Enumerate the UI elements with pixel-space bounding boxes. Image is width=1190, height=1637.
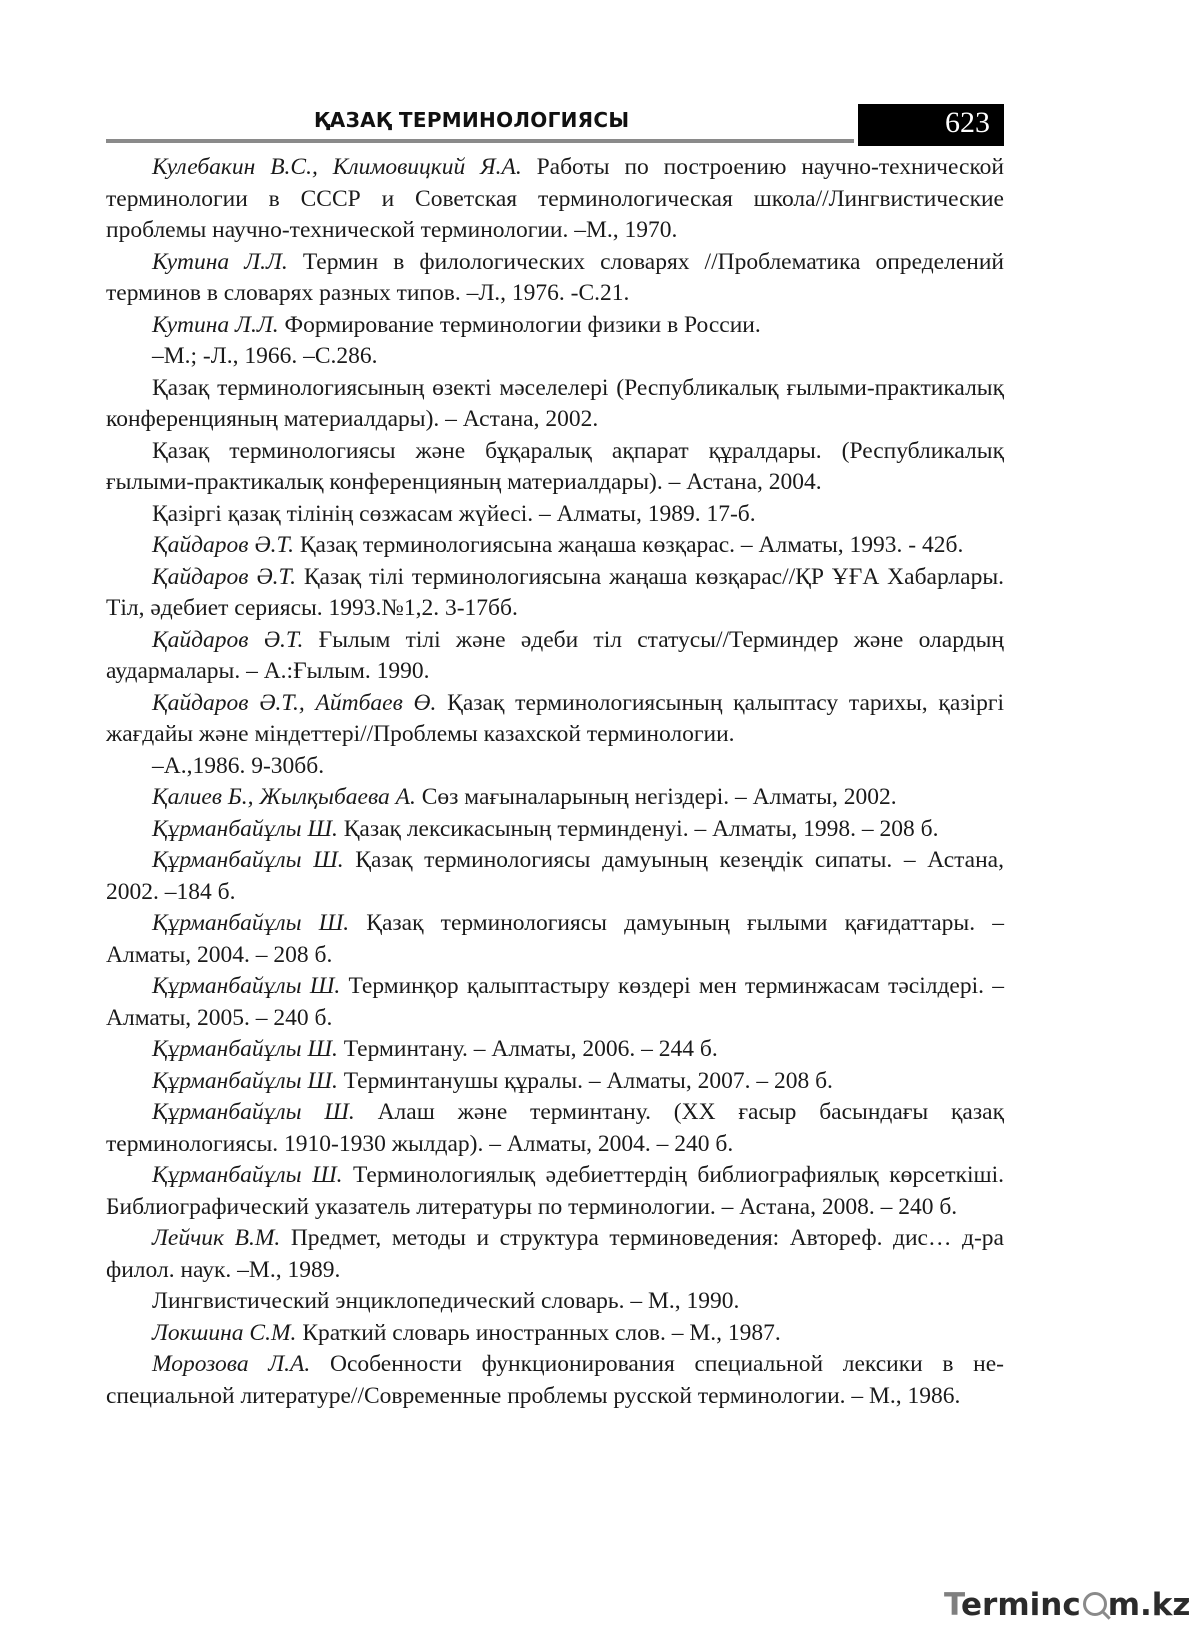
bibliography-entry — [106, 247, 1004, 310]
bibliography-entry — [106, 1223, 1004, 1286]
entry-text: Предмет, методы и структура терминоведения: Автореф. дис… д-ра филол. наук. –М., 1989. — [106, 1225, 1004, 1283]
entry-author: Қайдаров Ә.Т. — [152, 626, 304, 653]
entry-author: Құрманбайұлы Ш. — [152, 847, 344, 873]
bibliography-entry — [106, 530, 1004, 562]
entry-text: Терминқор қалыптастыру көздері мен терминжасам тәсілдері. – Алматы, 2005. – 240 б. — [106, 973, 1004, 1031]
entry-author: Құрманбайұлы Ш. — [152, 1099, 355, 1125]
entry-text: Қазақ терминологиясы дамуының кезеңдік сипаты. – Астана, 2002. –184 б. — [106, 847, 1004, 905]
entry-text: Сөз мағыналарының негіздері. – Алматы, 2002. — [415, 784, 897, 810]
bibliography-entry — [106, 814, 1004, 846]
entry-author: Лейчик В.М. — [152, 1225, 281, 1251]
page-number-box — [858, 104, 1004, 146]
bibliography-entry — [106, 1318, 1004, 1350]
entry-author: Кутина Л.Л. — [152, 311, 279, 338]
entry-text: Работы по построению научно-технической терминологии в СССР и Советская терминологическая школа//Лингвистические проблемы научно-технической терминологии. –М., 1970. — [106, 154, 1004, 243]
entry-author: Құрманбайұлы Ш. — [152, 815, 338, 842]
bibliography-entry — [106, 782, 1004, 814]
entry-author: Кутина Л.Л. — [152, 248, 288, 275]
entry-text: Терминтану. – Алматы, 2006. – 244 б. — [337, 1036, 718, 1062]
entry-text: Терминологиялық әдебиеттердің библиографиялық көрсеткіші. Библиографический указатель литературы по терминологии. – Астана, 2008. – 240 б. — [106, 1162, 1004, 1220]
bibliography-entry — [106, 625, 1004, 688]
entry-text: –А.,1986. 9-30бб. — [152, 752, 325, 779]
entry-text: Лингвистический энциклопедический словарь. – М., 1990. — [152, 1288, 740, 1314]
entry-author: Қайдаров Ә.Т. — [152, 532, 294, 558]
bibliography-entry — [106, 1286, 1004, 1318]
entry-text: Қазақ терминологиясы және бұқаралық ақпарат құралдары. (Республикалық ғылыми-практикалық конференцияның материалдары). – Астана, 2004. — [106, 437, 1004, 495]
entry-author: Локшина С.М. — [152, 1319, 297, 1346]
entry-text: Краткий словарь иностранных слов. – М., 1987. — [296, 1319, 781, 1346]
entry-author: Кулебакин В.С., Климовицкий Я.А. — [152, 154, 522, 180]
header-rule — [106, 139, 854, 143]
page-number: 623 — [945, 106, 990, 139]
entry-text: Алаш және терминтану. (ХХ ғасыр басындағы қазақ терминологиясы. 1910-1930 жылдар). – Алматы, 2004. – 240 б. — [106, 1099, 1004, 1157]
bibliography-entry — [106, 436, 1004, 499]
entry-author: Қайдаров Ә.Т., Айтбаев Ө. — [152, 689, 437, 716]
bibliography-entry — [106, 845, 1004, 908]
entry-text: Термин в филологических словарях //Проблематика определений терминов в словарях разных типов. –Л., 1976. -С.21. — [106, 248, 1004, 306]
bibliography-entry — [106, 373, 1004, 436]
entry-text: Особенности функционирования специальной лексики в неспециальной литературе//Современные проблемы русской терминологии. – М., 1986. — [106, 1351, 1004, 1409]
entry-text: Қазақ терминологиясына жаңаша көзқарас. – Алматы, 1993. - 42б. — [294, 532, 964, 558]
entry-author: Морозова Л.А. — [152, 1351, 311, 1377]
bibliography-entry — [106, 341, 1004, 373]
bibliography-entry — [106, 688, 1004, 751]
header-title: ҚАЗАҚ ТЕРМИНОЛОГИЯСЫ — [314, 108, 630, 132]
bibliography-entry — [106, 562, 1004, 625]
bibliography-entry — [106, 971, 1004, 1034]
bibliography-entry — [106, 908, 1004, 971]
bibliography-entry — [106, 751, 1004, 783]
watermark-t: T — [944, 1587, 962, 1623]
bibliography-entry — [106, 1097, 1004, 1160]
watermark-end: m.kz — [1107, 1587, 1190, 1623]
entry-author: Құрманбайұлы Ш. — [152, 1036, 338, 1062]
entry-author: Құрманбайұлы Ш. — [152, 910, 350, 936]
magnifier-icon — [1083, 1592, 1107, 1616]
bibliography-entry — [106, 310, 1004, 342]
watermark-logo — [944, 1587, 1190, 1623]
entry-text: Терминтанушы құралы. – Алматы, 2007. – 208 б. — [337, 1067, 833, 1094]
entry-author: Құрманбайұлы Ш. — [152, 973, 341, 999]
bibliography-entry — [106, 152, 1004, 247]
entry-text: Қазақ лексикасының терминденуі. – Алматы, 1998. – 208 б. — [337, 815, 939, 842]
bibliography-list — [106, 152, 1004, 1412]
running-header — [106, 104, 1004, 146]
bibliography-entry — [106, 1066, 1004, 1098]
entry-text: Қазақ тілі терминологиясына жаңаша көзқарас//ҚР ҰҒА Хабарлары. Тіл, әдебиет сериясы. 1993.№1,2. 3-17бб. — [106, 563, 1004, 621]
entry-author: Құрманбайұлы Ш. — [152, 1162, 343, 1188]
watermark-mid: erminc — [961, 1587, 1081, 1623]
bibliography-entry — [106, 1034, 1004, 1066]
entry-text: Қазақ терминологиясының қалыптасу тарихы, қазіргі жағдайы және міндеттері//Проблемы казахской терминологии. — [106, 689, 1004, 747]
entry-author: Құрманбайұлы Ш. — [152, 1067, 338, 1094]
entry-text: Қазіргі қазақ тілінің сөзжасам жүйесі. – Алматы, 1989. 17-б. — [152, 500, 756, 527]
bibliography-entry — [106, 1160, 1004, 1223]
entry-text: –М.; -Л., 1966. –С.286. — [152, 343, 378, 369]
bibliography-entry — [106, 499, 1004, 531]
entry-text: Ғылым тілі және әдеби тіл статусы//Терминдер және олардың аудармалары. – А.:Ғылым. 1990. — [106, 626, 1004, 684]
entry-author: Қалиев Б., Жылқыбаева А. — [152, 784, 416, 810]
entry-author: Қайдаров Ә.Т. — [152, 563, 296, 590]
entry-text: Қазақ терминологиясының өзекті мәселелері (Республикалық ғылыми-практикалық конференцияның материалдары). – Астана, 2002. — [106, 374, 1004, 432]
entry-text: Формирование терминологии физики в России. — [278, 311, 761, 338]
bibliography-entry — [106, 1349, 1004, 1412]
entry-text: Қазақ терминологиясы дамуының ғылыми қағидаттары. – Алматы, 2004. – 208 б. — [106, 910, 1004, 968]
